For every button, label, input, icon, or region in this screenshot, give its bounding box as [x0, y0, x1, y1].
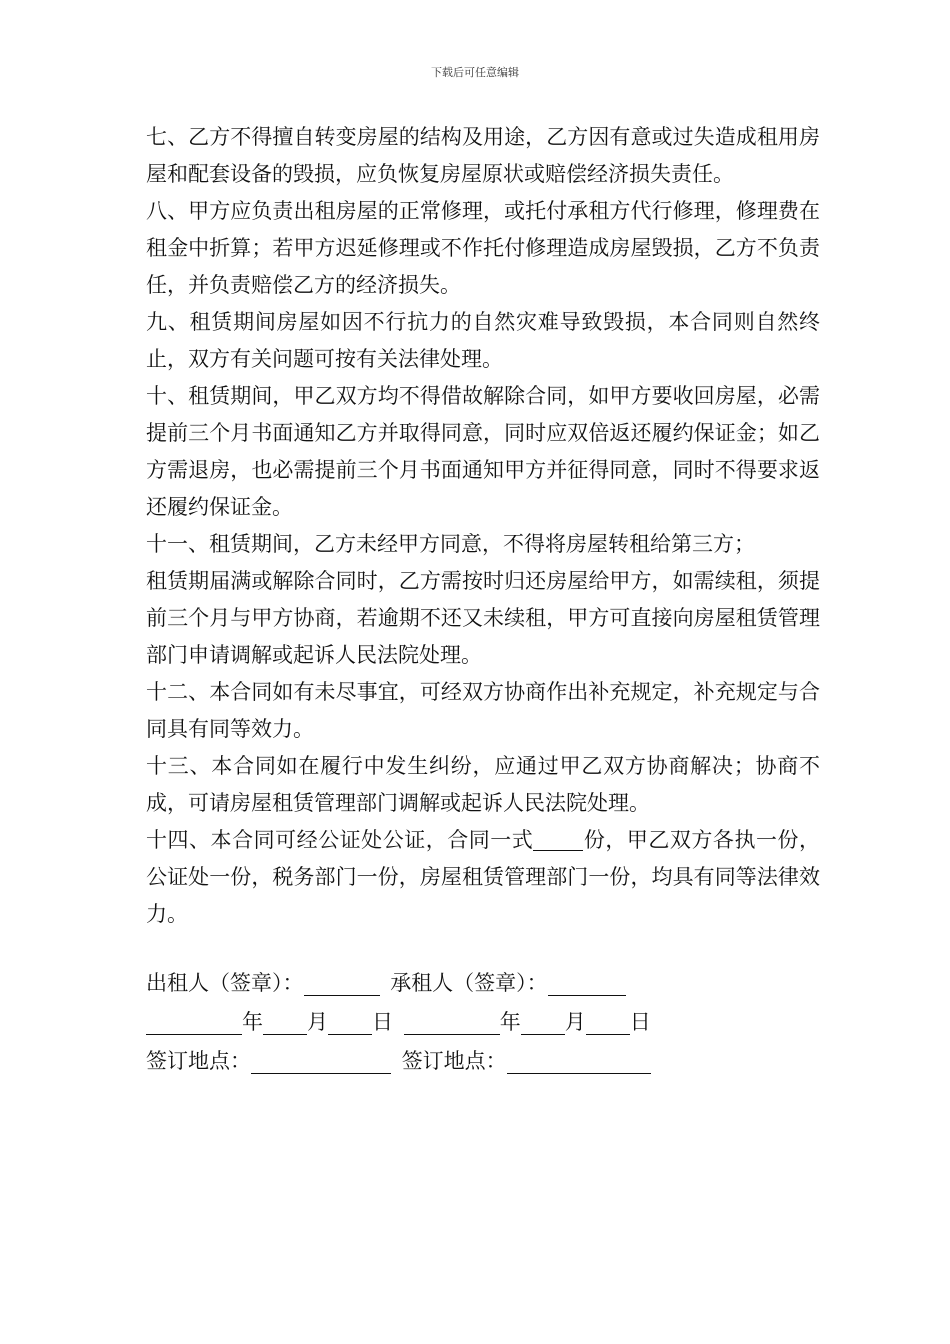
lessor-day-blank[interactable] — [328, 1010, 372, 1035]
lessee-signature-blank[interactable] — [548, 971, 626, 996]
clause-8: 八、甲方应负责出租房屋的正常修理，或托付承租方代行修理，修理费在租金中折算；若甲方迟延修理或不作托付修理造成房屋毁损，乙方不负责任，并负责赔偿乙方的经济损失。 — [146, 199, 820, 297]
contract-body — [146, 119, 820, 933]
copies-count-blank[interactable] — [533, 828, 583, 851]
clause-14-text-before: 十四、本合同可经公证处公证，合同一式 — [146, 828, 534, 852]
lessee-place-blank[interactable] — [507, 1049, 651, 1074]
lessee-month-blank[interactable] — [521, 1010, 565, 1035]
lessee-year-label: 年 — [499, 1010, 521, 1034]
lessee-month-label: 月 — [564, 1010, 586, 1034]
lessor-year-label: 年 — [242, 1010, 263, 1034]
lessor-signature-blank[interactable] — [304, 971, 380, 996]
page-header: 下载后可任意编辑 — [431, 66, 519, 79]
clause-14-text-after: 份，甲乙双方各执一份，公证处一份，税务部门一份，房屋租赁管理部门一份，均具有同等法律效力。 — [146, 828, 821, 926]
place-row — [146, 1043, 820, 1080]
lessor-signature-label: 出租人（签章）： — [146, 971, 304, 995]
clause-12: 十二、本合同如有未尽事宜，可经双方协商作出补充规定，补充规定与合同具有同等效力。 — [146, 680, 820, 741]
lessor-day-label: 日 — [372, 1010, 393, 1034]
clause-11-continued: 租赁期届满或解除合同时，乙方需按时归还房屋给甲方，如需续租，须提前三个月与甲方协商，若逾期不还又未续租，甲方可直接向房屋租赁管理部门申请调解或起诉人民法院处理。 — [146, 569, 820, 667]
lessee-year-blank[interactable] — [404, 1010, 500, 1035]
clause-7: 七、乙方不得擅自转变房屋的结构及用途，乙方因有意或过失造成租用房屋和配套设备的毁损，应负恢复房屋原状或赔偿经济损失责任。 — [146, 125, 820, 186]
lessee-signature-label: 承租人（签章）： — [390, 971, 548, 995]
signature-row — [146, 965, 820, 1002]
date-row — [146, 1004, 820, 1041]
lessor-month-label: 月 — [307, 1010, 328, 1034]
lessor-year-blank[interactable] — [146, 1010, 242, 1035]
lessor-month-blank[interactable] — [263, 1010, 307, 1035]
clause-14 — [146, 822, 820, 933]
clause-11: 十一、租赁期间，乙方未经甲方同意，不得将房屋转租给第三方； — [146, 532, 755, 556]
lessee-day-blank[interactable] — [586, 1010, 630, 1035]
lessor-place-blank[interactable] — [251, 1049, 391, 1074]
clause-10: 十、租赁期间，甲乙双方均不得借故解除合同，如甲方要收回房屋，必需提前三个月书面通知乙方并取得同意，同时应双倍返还履约保证金；如乙方需退房，也必需提前三个月书面通知甲方并征得同意，同时不得要求返还履约保证金。 — [146, 384, 820, 519]
lessee-day-label: 日 — [629, 1010, 651, 1034]
lessee-place-label: 签订地点： — [401, 1049, 507, 1073]
clause-13: 十三、本合同如在履行中发生纠纷，应通过甲乙双方协商解决；协商不成，可请房屋租赁管理部门调解或起诉人民法院处理。 — [146, 754, 820, 815]
lessor-place-label: 签订地点： — [146, 1049, 251, 1073]
clause-9: 九、租赁期间房屋如因不行抗力的自然灾难导致毁损，本合同则自然终止，双方有关问题可按有关法律处理。 — [146, 310, 820, 371]
